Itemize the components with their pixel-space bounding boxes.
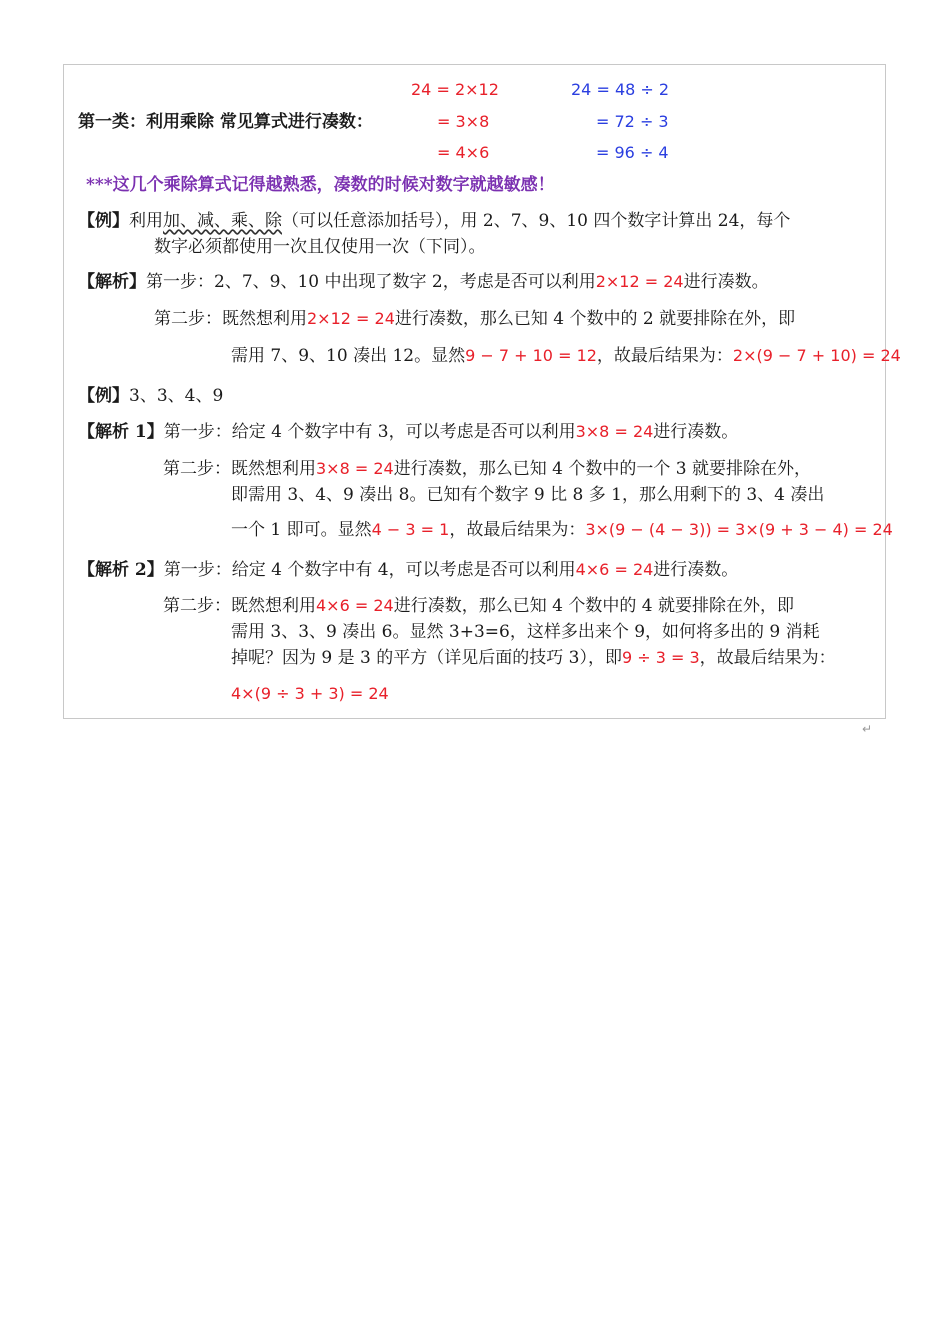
analysis3-step1-formula: 4×6 = 24 xyxy=(575,560,654,579)
formula-red-2: = 3×8 xyxy=(437,112,490,131)
analysis3-line3-text: 掉呢？因为 9 是 3 的平方（详见后面的技巧 3），即 xyxy=(231,648,622,668)
example1-ops: 加、减、乘、除 xyxy=(163,211,282,231)
analysis2-step1 xyxy=(78,421,738,443)
analysis3-line3-tail: ，故最后结果为： xyxy=(699,648,836,668)
analysis2-step2 xyxy=(163,458,811,480)
example2-numbers: 3、3、4、9 xyxy=(129,386,224,406)
example1-line1 xyxy=(78,210,790,232)
analysis3-step2-line2: 需用 3、3、9 凑出 6。显然 3+3=6，这样多出来个 9，如何将多出的 9 消耗 xyxy=(231,622,820,642)
formula-blue-2: = 72 ÷ 3 xyxy=(596,112,669,131)
analysis1-step2 xyxy=(154,308,795,330)
analysis1-step1-text: 第一步：2、7、9、10 中出现了数字 2，考虑是否可以利用 xyxy=(146,272,596,292)
analysis1-step1-formula: 2×12 = 24 xyxy=(595,272,684,291)
formula-blue-1: 24 = 48 ÷ 2 xyxy=(571,80,670,99)
analysis2-tag: 【解析 1】 xyxy=(78,422,164,442)
analysis2-line3-tail: ，故最后结果为： xyxy=(449,520,586,540)
analysis3-step2-line3 xyxy=(231,647,836,669)
analysis1-step2-text: 第二步：既然想利用 xyxy=(154,309,307,329)
analysis1-result: 2×(9 − 7 + 10) = 24 xyxy=(732,346,901,365)
analysis1-line2-tail: ，故最后结果为： xyxy=(596,346,733,366)
analysis3-result: 4×(9 ÷ 3 + 3) = 24 xyxy=(231,684,389,703)
analysis2-step2-tail: 进行凑数，那么已知 4 个数中的一个 3 就要排除在外， xyxy=(393,459,811,479)
analysis2-result: 3×(9 − (4 − 3)) = 3×(9 + 3 − 4) = 24 xyxy=(585,520,893,539)
section-title: 第一类：利用乘除 常见算式进行凑数： xyxy=(78,112,373,132)
example2-line xyxy=(78,385,223,407)
analysis3-step2-formula: 4×6 = 24 xyxy=(316,596,394,615)
formula-blue-3: = 96 ÷ 4 xyxy=(596,143,669,162)
formula-red-3: = 4×6 xyxy=(437,143,490,162)
analysis3-step2-text: 第二步：既然想利用 xyxy=(163,596,316,616)
analysis3-step1 xyxy=(78,559,738,581)
analysis3-tag: 【解析 2】 xyxy=(78,560,164,580)
analysis1-step2-line2 xyxy=(231,345,901,367)
analysis2-step2-line3 xyxy=(231,519,893,541)
analysis2-step1-formula: 3×8 = 24 xyxy=(575,422,654,441)
analysis2-step2-formula: 3×8 = 24 xyxy=(316,459,394,478)
analysis3-step1-tail: 进行凑数。 xyxy=(653,560,739,580)
analysis3-step2 xyxy=(163,595,794,617)
analysis3-line3-formula: 9 ÷ 3 = 3 xyxy=(621,648,700,667)
analysis2-step2-text: 第二步：既然想利用 xyxy=(163,459,316,479)
analysis2-step1-tail: 进行凑数。 xyxy=(653,422,739,442)
analysis1-step1-tail: 进行凑数。 xyxy=(683,272,769,292)
tip-text: ***这几个乘除算式记得越熟悉，凑数的时候对数字就越敏感！ xyxy=(86,175,555,195)
analysis3-step2-tail: 进行凑数，那么已知 4 个数中的 4 就要排除在外，即 xyxy=(393,596,794,616)
example1-text-a: 利用 xyxy=(129,211,163,231)
analysis2-step2-line2: 即需用 3、4、9 凑出 8。已知有个数字 9 比 8 多 1，那么用剩下的 3、4 凑出 xyxy=(231,485,825,505)
analysis1-line2-formula: 9 − 7 + 10 = 12 xyxy=(465,346,597,365)
analysis1-tag: 【解析】 xyxy=(78,272,146,292)
analysis2-line3-text: 一个 1 即可。显然 xyxy=(231,520,372,540)
analysis2-step1-text: 第一步：给定 4 个数字中有 3，可以考虑是否可以利用 xyxy=(163,422,576,442)
analysis1-step1 xyxy=(78,271,769,293)
analysis1-line2-text: 需用 7、9、10 凑出 12。显然 xyxy=(231,346,466,366)
formula-red-1: 24 = 2×12 xyxy=(411,80,499,99)
example1-tag: 【例】 xyxy=(78,211,129,231)
analysis2-line3-formula: 4 − 3 = 1 xyxy=(371,520,450,539)
example1-line2: 数字必须都使用一次且仅使用一次（下同）。 xyxy=(154,237,486,257)
analysis3-step1-text: 第一步：给定 4 个数字中有 4，可以考虑是否可以利用 xyxy=(163,560,576,580)
paragraph-return-mark: ↵ xyxy=(862,722,873,736)
example2-tag: 【例】 xyxy=(78,386,129,406)
analysis1-step2-tail: 进行凑数，那么已知 4 个数中的 2 就要排除在外，即 xyxy=(394,309,796,329)
example1-text-b: （可以任意添加括号），用 2、7、9、10 四个数字计算出 24，每个 xyxy=(282,211,791,231)
analysis1-step2-formula: 2×12 = 24 xyxy=(307,309,395,328)
